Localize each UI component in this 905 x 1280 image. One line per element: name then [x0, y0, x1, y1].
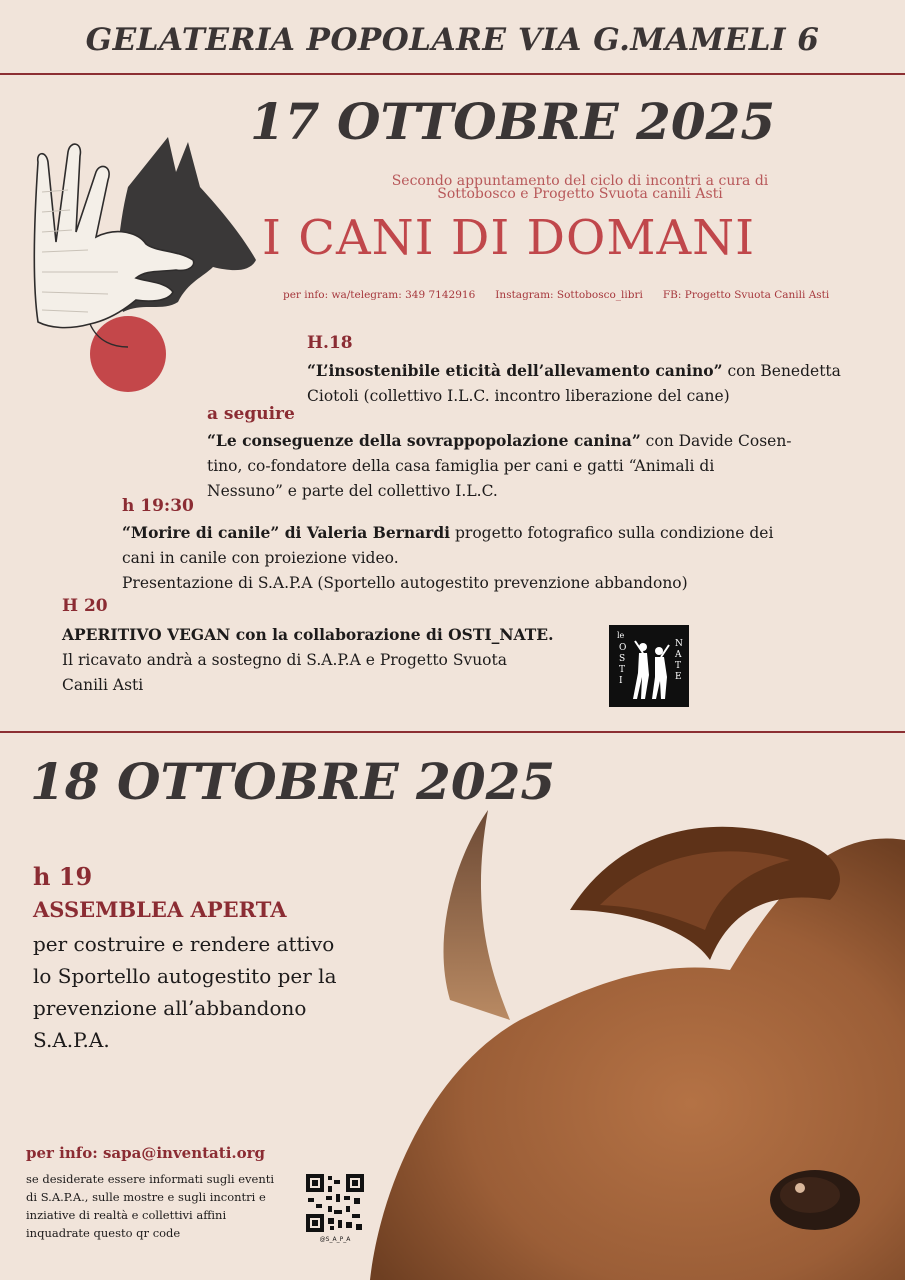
day2-date: 18 OTTOBRE 2025: [30, 752, 556, 811]
middle-divider: [0, 731, 905, 733]
event3-line2: cani in canile con proiezione video.: [122, 549, 399, 567]
footer-line3: inziative di realtà e collettivi affini: [26, 1208, 227, 1222]
event2-description: [207, 428, 847, 504]
qr-caption: @S_A_P_A: [319, 1236, 351, 1243]
day2-line2: lo Sportello autogestito per la: [33, 964, 337, 988]
footer-line2: di S.A.P.A., sulle mostre e sugli incontri e: [26, 1190, 266, 1204]
day1-info-line: per info: wa/telegram: 349 7142916 Instagram: Sottobosco_libri FB: Progetto Svuota Canili Asti: [283, 289, 830, 301]
footer-text: [26, 1170, 316, 1242]
event4-line2: Il ricavato andrà a sostegno di S.A.P.A e Progetto Svuota: [62, 651, 507, 669]
dancing-figures-icon: [631, 637, 671, 703]
logo-osti: OSTI: [619, 643, 627, 686]
day2-heading: ASSEMBLEA APERTA: [33, 897, 287, 922]
hand-shadow-dog-illustration: [28, 132, 263, 402]
day1-date: 17 OTTOBRE 2025: [250, 92, 776, 151]
event2-line2: tino, co-fondatore della casa famiglia per cani e gatti “Animali di: [207, 457, 715, 475]
day2-line4: S.A.P.A.: [33, 1028, 110, 1052]
event1-title: “L’insostenibile eticità dell’allevamento canino”: [307, 361, 723, 380]
logo-le: le: [617, 631, 625, 640]
footer-line4: inquadrate questo qr code: [26, 1226, 181, 1240]
dog-photo: [370, 810, 905, 1280]
day2-line3: prevenzione all’abbandono: [33, 996, 307, 1020]
logo-nate: NATE: [675, 639, 683, 682]
event-title: I CANI DI DOMANI: [262, 210, 756, 266]
event4-title: APERITIVO VEGAN con la collaborazione di OSTI_NATE.: [62, 625, 554, 644]
event3-time: h 19:30: [122, 496, 194, 516]
event1-line1-rest: con Benedetta: [722, 362, 841, 380]
red-circle-icon: [90, 316, 166, 392]
footer-contact: per info: sapa@inventati.org: [26, 1144, 266, 1162]
day2-line1: per costruire e rendere attivo: [33, 932, 335, 956]
venue-title: GELATERIA POPOLARE VIA G.MAMELI 6: [85, 22, 820, 58]
event3-line1-rest: progetto fotografico sulla condizione dei: [450, 524, 774, 542]
day1-subtitle-line2: Sottobosco e Progetto Svuota canili Asti: [437, 186, 723, 202]
event1-description: [307, 358, 847, 409]
osti-nate-logo: [609, 625, 689, 707]
day2-time: h 19: [33, 862, 93, 891]
footer-line1: se desiderate essere informati sugli eventi: [26, 1172, 275, 1186]
top-divider: [0, 73, 905, 75]
event2-line1-rest: con Davide Cosen-: [640, 432, 792, 450]
event4-line3: Canili Asti: [62, 676, 144, 694]
event2-title: “Le conseguenze della sovrappopolazione canina”: [207, 431, 641, 450]
day1-subtitle-line1: Secondo appuntamento del ciclo di incontri a cura di: [391, 173, 769, 189]
event2-time: a seguire: [207, 404, 295, 424]
event1-time: H.18: [307, 333, 353, 353]
day2-description: [33, 928, 393, 1056]
event1-line2: Ciotoli (collettivo I.L.C. incontro liberazione del cane): [307, 387, 730, 405]
event3-title: “Morire di canile” di Valeria Bernardi: [122, 523, 451, 542]
qr-code-icon: [306, 1174, 364, 1232]
event3-line3: Presentazione di S.A.P.A (Sportello autogestito prevenzione abbandono): [122, 574, 688, 592]
event2-line3: Nessuno” e parte del collettivo I.L.C.: [207, 482, 498, 500]
event3-description: [122, 520, 842, 596]
event4-description: [62, 622, 602, 698]
event4-time: H 20: [62, 596, 108, 616]
